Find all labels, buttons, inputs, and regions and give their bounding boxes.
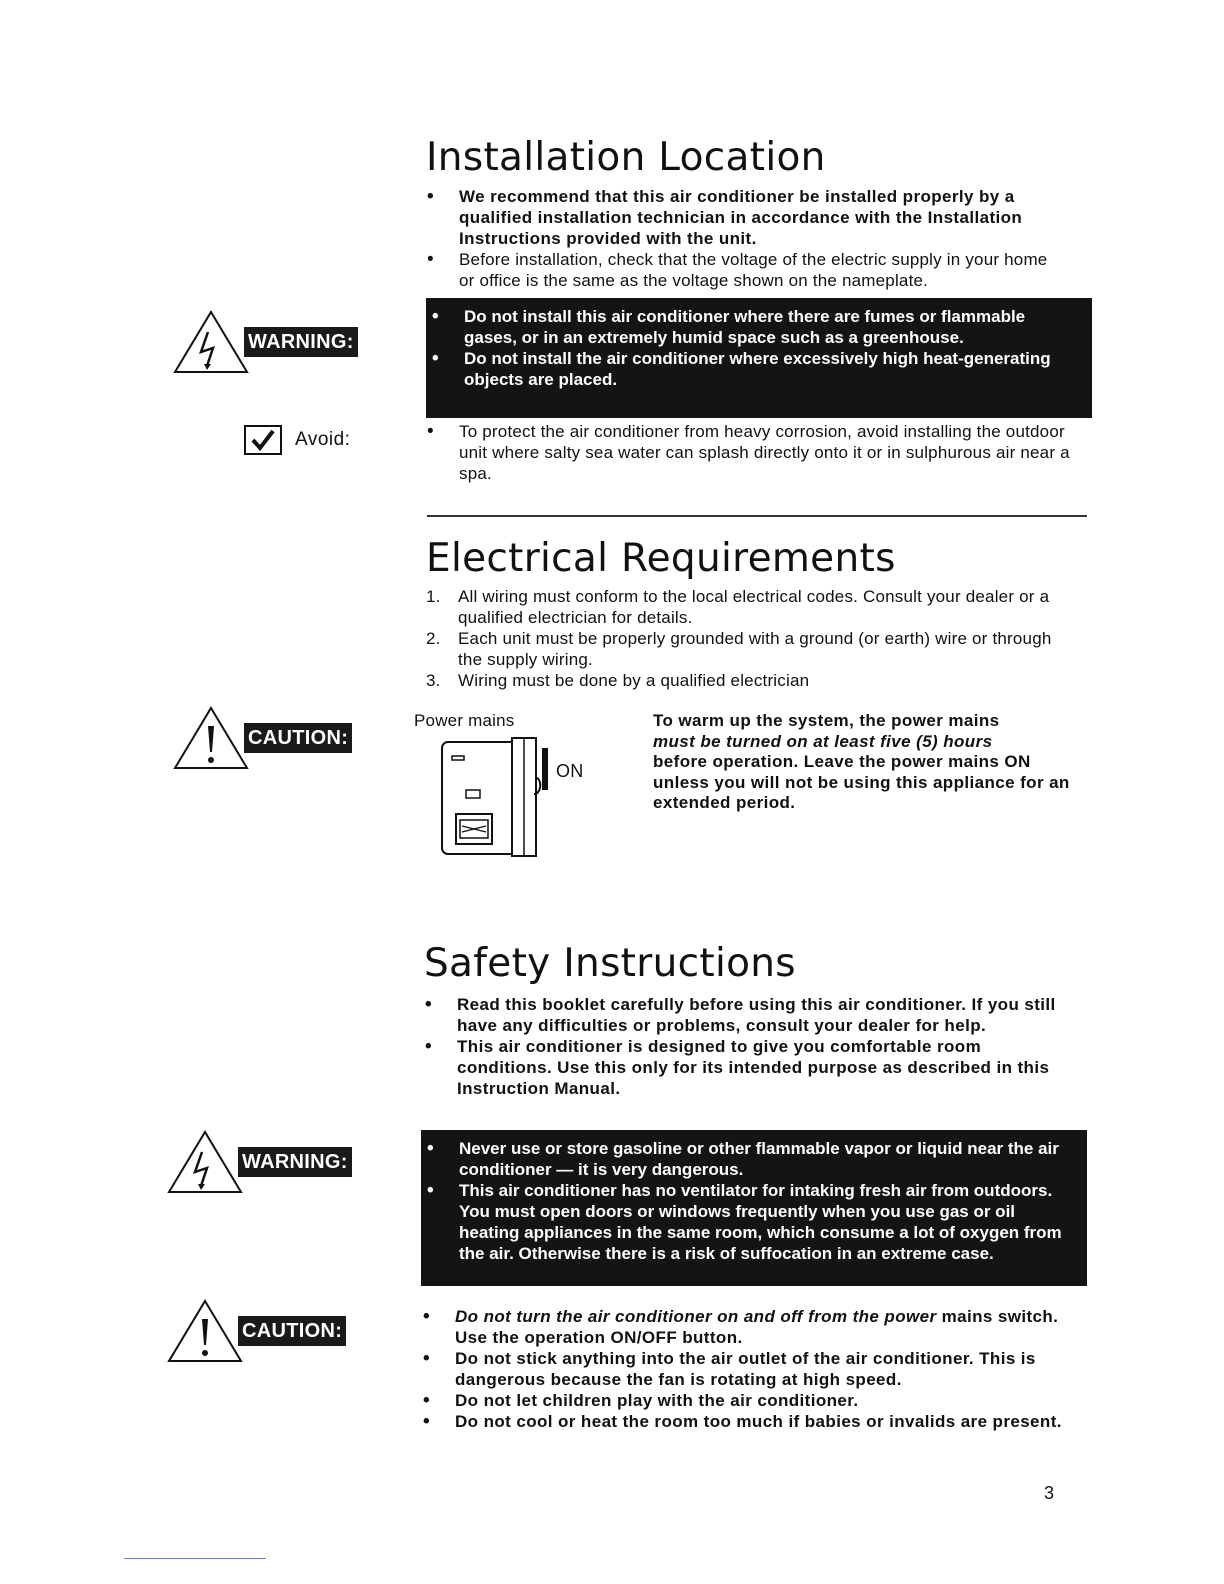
warning-badge: WARNING: xyxy=(244,327,358,357)
page-number: 3 xyxy=(1044,1483,1055,1503)
section-divider xyxy=(427,515,1087,517)
avoid-text: Avoid: xyxy=(295,429,351,450)
caution-sign-1 xyxy=(172,704,352,772)
list-item: • To protect the air conditioner from heavy corrosion, avoid installing the outdoor unit where salty sea water can splash directly onto it or in sulphurous air near a spa. xyxy=(427,421,1077,484)
electric-hazard-icon xyxy=(172,308,250,376)
list-item: • This air conditioner is designed to give you comfortable room conditions. Use this only for its intended purpose as described in this Instruction Manual. xyxy=(425,1036,1075,1099)
avoid-label xyxy=(243,424,350,456)
checkbox-check-icon xyxy=(243,424,283,456)
list-item: • Do not turn the air conditioner on and off from the power mains switch. Use the operation ON/OFF button. xyxy=(423,1306,1083,1348)
power-mains-label: Power mains xyxy=(414,711,515,730)
caution-text: To warm up the system, the power mains must be turned on at least five (5) hours before operation. Leave the power mains ON unless you will not be using this appliance for an extended period. xyxy=(653,711,1070,812)
warning-box-1 xyxy=(426,298,1092,418)
list-item: • Before installation, check that the voltage of the electric supply in your home or office is the same as the voltage shown on the nameplate. xyxy=(427,249,1067,291)
caution-exclamation-icon xyxy=(172,704,250,772)
warning-box-2 xyxy=(421,1130,1087,1286)
list-item: • Do not stick anything into the air outlet of the air conditioner. This is dangerous because the fan is rotating at high speed. xyxy=(423,1348,1083,1390)
caution-badge: CAUTION: xyxy=(238,1316,346,1346)
footnote-rule xyxy=(124,1558,266,1559)
warning-sign-2 xyxy=(166,1128,352,1196)
list-item: • Do not install the air conditioner where excessively high heat-generating objects are placed. xyxy=(432,348,1080,390)
warning-sign-1 xyxy=(172,308,358,376)
caution-sign-2 xyxy=(166,1297,346,1365)
list-item: • Read this booklet carefully before using this air conditioner. If you still have any difficulties or problems, consult your dealer for help. xyxy=(425,994,1075,1036)
warning-badge: WARNING: xyxy=(238,1147,352,1177)
list-item: • We recommend that this air conditioner be installed properly by a qualified installation technician in accordance with the Installation Instructions provided with the unit. xyxy=(427,186,1067,249)
list-item: • This air conditioner has no ventilator for intaking fresh air from outdoors. You must open doors or windows frequently when you use gas or oil heating appliances in the same room, which consume a lot of oxygen from the air. Otherwise there is a risk of suffocation in an extreme case. xyxy=(427,1180,1075,1264)
list-item: 1. All wiring must conform to the local electrical codes. Consult your dealer or a qualified electrician for details. xyxy=(426,587,1050,627)
list-item: • Do not let children play with the air conditioner. xyxy=(423,1390,1083,1411)
avoid-list xyxy=(427,421,1077,484)
safety-title: Safety Instructions xyxy=(424,941,796,986)
caution-exclamation-icon xyxy=(166,1297,244,1365)
electrical-title: Electrical Requirements xyxy=(426,536,896,581)
list-item: 3. Wiring must be done by a qualified electrician xyxy=(426,671,810,690)
electrical-list xyxy=(426,586,1076,691)
safety-bullets xyxy=(425,994,1075,1099)
power-mains-illustration xyxy=(436,734,566,860)
list-item: • Never use or store gasoline or other flammable vapor or liquid near the air conditioner — it is very dangerous. xyxy=(427,1138,1075,1180)
installation-bullets xyxy=(427,186,1067,291)
safety-caution-list xyxy=(423,1306,1083,1432)
electric-hazard-icon xyxy=(166,1128,244,1196)
installation-title: Installation Location xyxy=(426,135,826,180)
list-item: • Do not cool or heat the room too much if babies or invalids are present. xyxy=(423,1411,1083,1432)
list-item: • Do not install this air conditioner where there are fumes or flammable gases, or in an extremely humid space such as a greenhouse. xyxy=(432,306,1080,348)
switch-on-label: ON xyxy=(556,761,584,781)
list-item: 2. Each unit must be properly grounded with a ground (or earth) wire or through the supply wiring. xyxy=(426,629,1052,669)
caution-badge: CAUTION: xyxy=(244,723,352,753)
